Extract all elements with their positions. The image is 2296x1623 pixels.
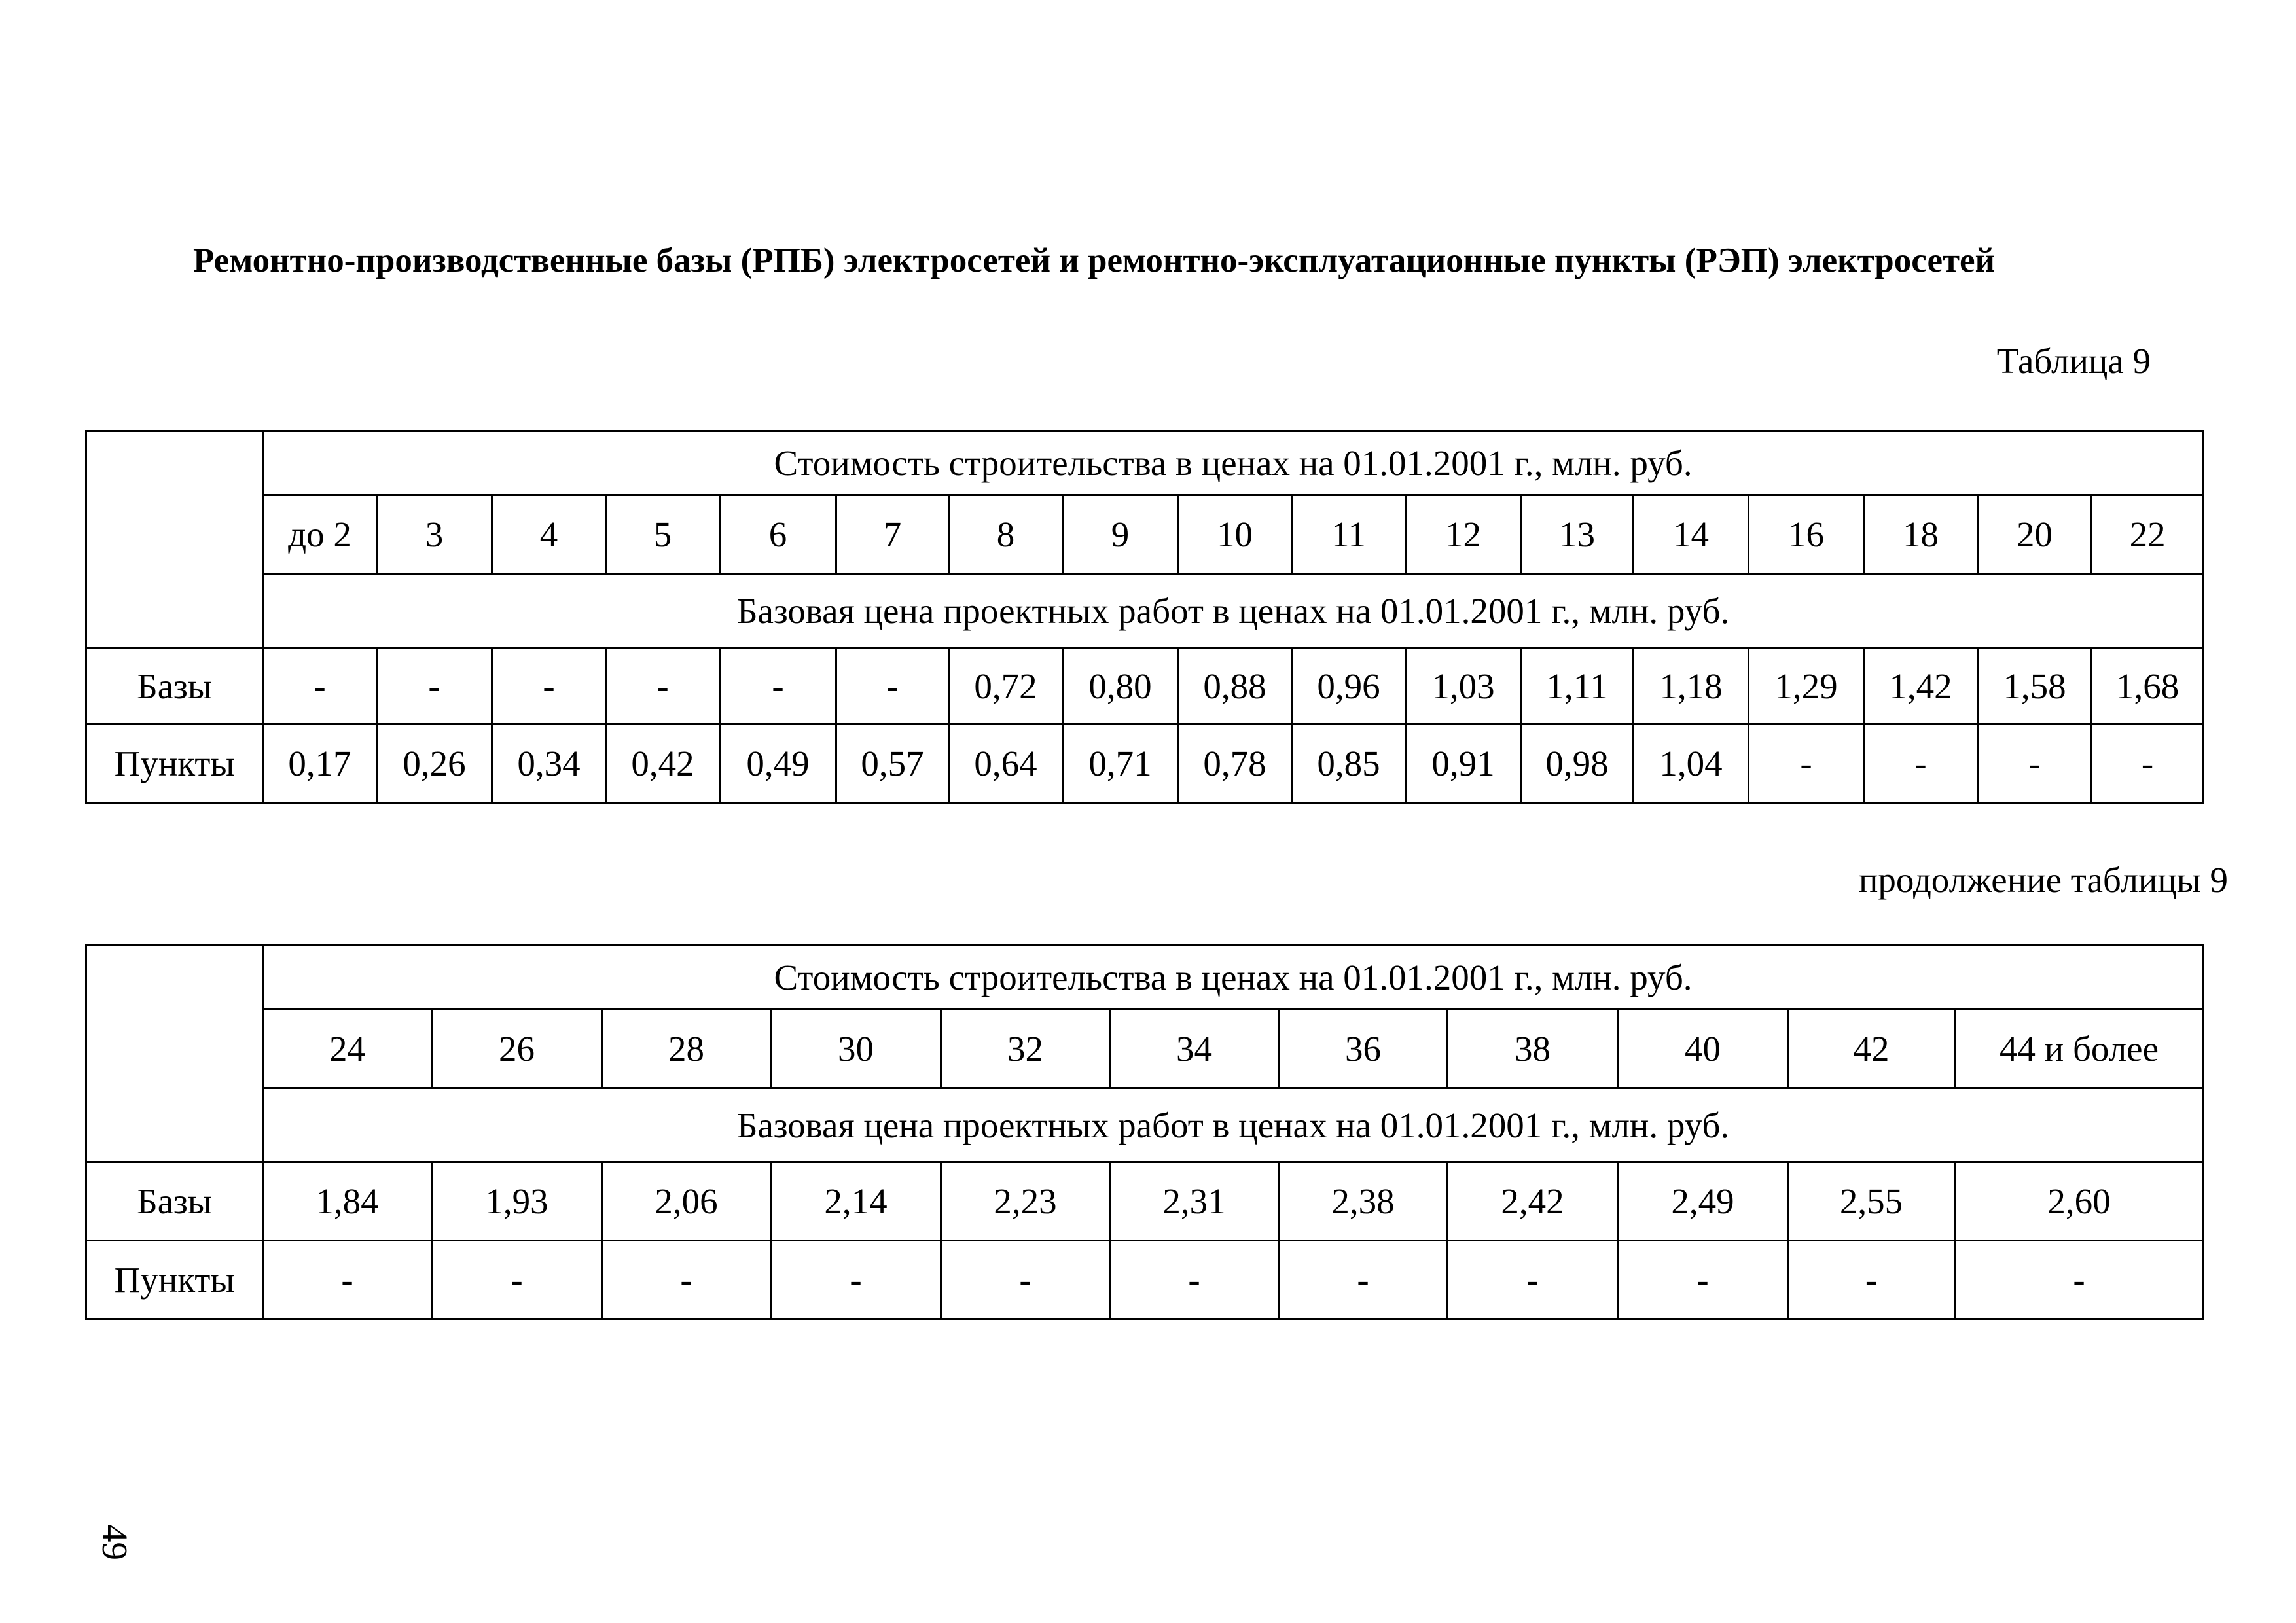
cost-column-header: 8 xyxy=(949,495,1063,574)
price-cell: 0,96 xyxy=(1292,648,1406,724)
price-cell: - xyxy=(2092,724,2204,803)
price-cell: - xyxy=(1864,724,1978,803)
cost-column-header: 4 xyxy=(492,495,606,574)
price-cell: 0,57 xyxy=(836,724,949,803)
price-cell: 0,98 xyxy=(1521,724,1634,803)
price-cell: 1,29 xyxy=(1749,648,1864,724)
price-cell: 0,34 xyxy=(492,724,606,803)
construction-cost-header: Стоимость строительства в ценах на 01.01.2001 г., млн. руб. xyxy=(263,431,2204,495)
price-cell: 1,42 xyxy=(1864,648,1978,724)
price-cell: 0,88 xyxy=(1178,648,1292,724)
cost-column-header: 40 xyxy=(1618,1010,1788,1088)
corner-cell xyxy=(86,431,263,648)
price-cell: - xyxy=(1978,724,2092,803)
price-cell: 0,91 xyxy=(1406,724,1521,803)
price-cell: 0,71 xyxy=(1063,724,1178,803)
cost-column-header: 3 xyxy=(377,495,492,574)
cost-column-header: 10 xyxy=(1178,495,1292,574)
price-cell: 0,85 xyxy=(1292,724,1406,803)
price-cell: 1,58 xyxy=(1978,648,2092,724)
price-cell: - xyxy=(377,648,492,724)
price-cell: 0,42 xyxy=(606,724,720,803)
price-cell: - xyxy=(1618,1241,1788,1319)
cost-column-header: 6 xyxy=(720,495,836,574)
price-cell: 2,31 xyxy=(1110,1162,1279,1241)
table-row xyxy=(86,1241,2204,1319)
price-cell: - xyxy=(263,648,377,724)
price-cell: 2,38 xyxy=(1279,1162,1448,1241)
price-cell: - xyxy=(1279,1241,1448,1319)
price-cell: - xyxy=(492,648,606,724)
cost-column-header: 38 xyxy=(1448,1010,1618,1088)
base-price-header: Базовая цена проектных работ в ценах на 01.01.2001 г., млн. руб. xyxy=(263,574,2204,648)
price-cell: - xyxy=(1448,1241,1618,1319)
table-row xyxy=(86,648,2204,724)
price-cell: - xyxy=(941,1241,1110,1319)
price-table-2 xyxy=(85,944,2204,1320)
cost-column-header: до 2 xyxy=(263,495,377,574)
cost-column-header: 9 xyxy=(1063,495,1178,574)
cost-column-header: 36 xyxy=(1279,1010,1448,1088)
cost-column-header: 11 xyxy=(1292,495,1406,574)
cost-column-header: 32 xyxy=(941,1010,1110,1088)
price-cell: 0,72 xyxy=(949,648,1063,724)
price-cell: 1,84 xyxy=(263,1162,432,1241)
price-cell: 0,64 xyxy=(949,724,1063,803)
cost-column-header: 24 xyxy=(263,1010,432,1088)
construction-cost-header: Стоимость строительства в ценах на 01.01.2001 г., млн. руб. xyxy=(263,946,2204,1010)
cost-column-header: 30 xyxy=(771,1010,941,1088)
price-cell: - xyxy=(1788,1241,1955,1319)
cost-column-header: 7 xyxy=(836,495,949,574)
price-cell: - xyxy=(836,648,949,724)
price-cell: 2,14 xyxy=(771,1162,941,1241)
price-cell: - xyxy=(602,1241,771,1319)
cost-column-header: 13 xyxy=(1521,495,1634,574)
price-cell: 0,17 xyxy=(263,724,377,803)
price-cell: - xyxy=(1110,1241,1279,1319)
row-label: Пункты xyxy=(86,724,263,803)
table-row xyxy=(86,724,2204,803)
cost-column-header: 16 xyxy=(1749,495,1864,574)
price-cell: 2,42 xyxy=(1448,1162,1618,1241)
table-row xyxy=(86,1162,2204,1241)
price-cell: - xyxy=(263,1241,432,1319)
cost-column-header: 12 xyxy=(1406,495,1521,574)
price-cell: 0,80 xyxy=(1063,648,1178,724)
price-cell: 2,23 xyxy=(941,1162,1110,1241)
price-cell: 2,49 xyxy=(1618,1162,1788,1241)
price-cell: - xyxy=(1749,724,1864,803)
price-table-1 xyxy=(85,430,2204,804)
page-number: 49 xyxy=(95,1524,135,1560)
base-price-header: Базовая цена проектных работ в ценах на 01.01.2001 г., млн. руб. xyxy=(263,1088,2204,1162)
price-cell: 2,55 xyxy=(1788,1162,1955,1241)
row-label: Пункты xyxy=(86,1241,263,1319)
price-cell: 2,06 xyxy=(602,1162,771,1241)
price-cell: 0,26 xyxy=(377,724,492,803)
price-cell: 0,78 xyxy=(1178,724,1292,803)
cost-column-header: 34 xyxy=(1110,1010,1279,1088)
corner-cell xyxy=(86,946,263,1162)
row-label: Базы xyxy=(86,648,263,724)
price-cell: 1,03 xyxy=(1406,648,1521,724)
cost-column-header: 5 xyxy=(606,495,720,574)
price-cell: - xyxy=(606,648,720,724)
price-cell: 2,60 xyxy=(1955,1162,2204,1241)
price-cell: 1,11 xyxy=(1521,648,1634,724)
price-cell: 0,49 xyxy=(720,724,836,803)
price-cell: 1,04 xyxy=(1634,724,1749,803)
continuation-label: продолжение таблицы 9 xyxy=(1858,860,2228,900)
cost-column-header: 14 xyxy=(1634,495,1749,574)
table-label: Таблица 9 xyxy=(1996,341,2151,381)
cost-column-header: 18 xyxy=(1864,495,1978,574)
price-cell: - xyxy=(1955,1241,2204,1319)
cost-column-header: 26 xyxy=(432,1010,602,1088)
document-title: Ремонтно-производственные базы (РПБ) электросетей и ремонтно-эксплуатационные пункты (РЭП) электросетей xyxy=(193,241,1996,279)
cost-column-header: 22 xyxy=(2092,495,2204,574)
price-cell: 1,68 xyxy=(2092,648,2204,724)
cost-column-header: 42 xyxy=(1788,1010,1955,1088)
row-label: Базы xyxy=(86,1162,263,1241)
price-cell: 1,18 xyxy=(1634,648,1749,724)
price-cell: - xyxy=(720,648,836,724)
cost-column-header: 28 xyxy=(602,1010,771,1088)
cost-column-header: 20 xyxy=(1978,495,2092,574)
price-cell: - xyxy=(771,1241,941,1319)
price-cell: - xyxy=(432,1241,602,1319)
cost-column-header: 44 и более xyxy=(1955,1010,2204,1088)
price-cell: 1,93 xyxy=(432,1162,602,1241)
